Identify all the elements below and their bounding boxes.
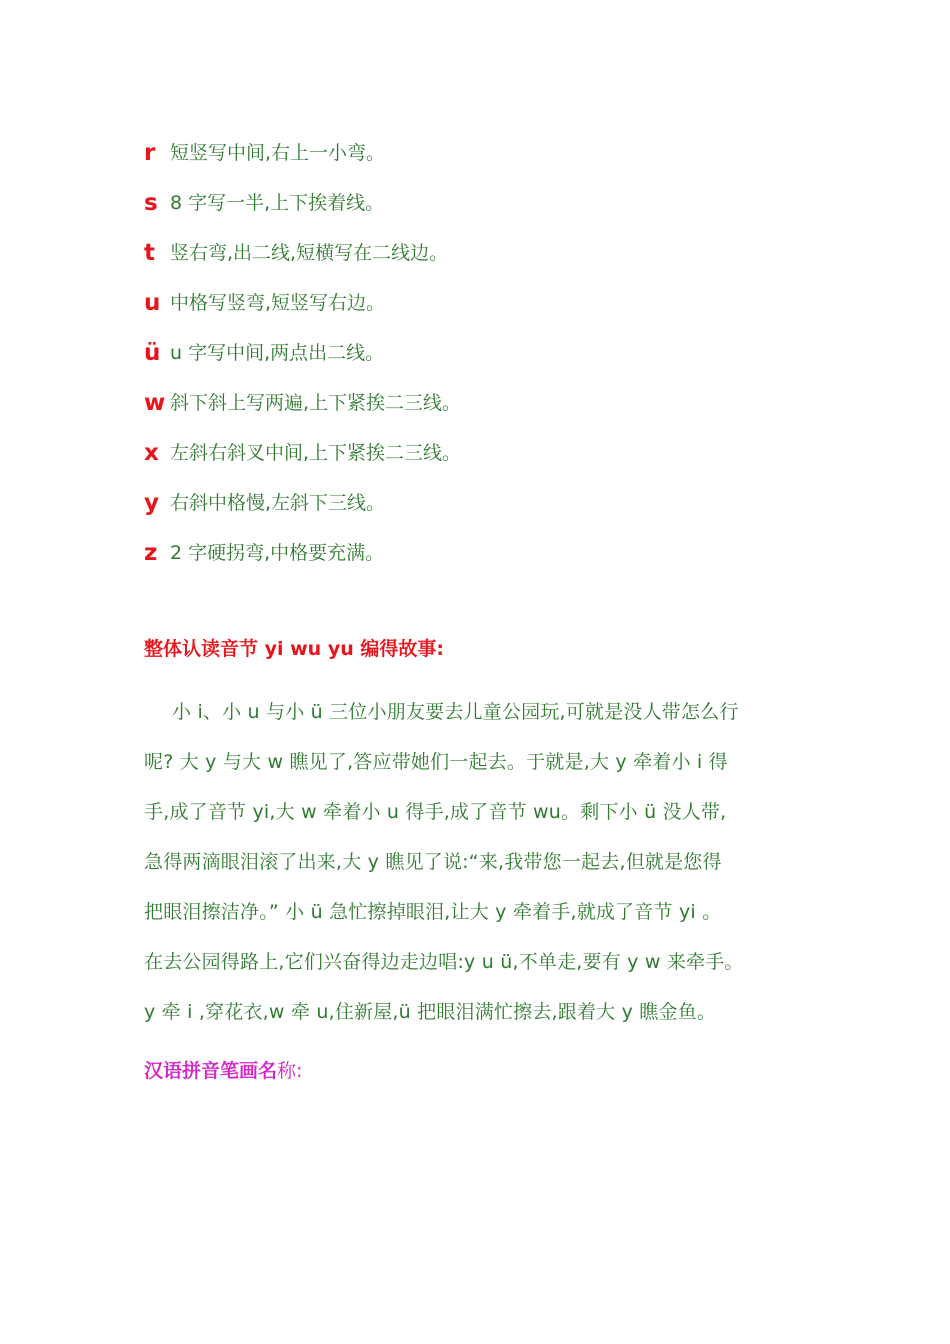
rule-letter: r: [144, 139, 156, 166]
rule-letter: x: [144, 439, 159, 466]
section-heading: [144, 1056, 302, 1083]
rule-letter: ü: [144, 339, 161, 366]
story-line: y 牵 i ,穿花衣,w 牵 u,住新屋,ü 把眼泪满忙擦去,跟着大 y 瞧金鱼。: [144, 1000, 717, 1023]
rule-letter: t: [144, 239, 155, 266]
rule-item: [144, 428, 864, 478]
story-heading: 整体认读音节 yi wu yu 编得故事:: [144, 638, 444, 660]
rule-description: 中格写竖弯,短竖写右边。: [170, 291, 386, 314]
rule-description: 斜下斜上写两遍,上下紧挨二三线。: [170, 391, 462, 414]
rule-item: [144, 128, 864, 178]
rule-letter: z: [144, 539, 158, 566]
story-paragraph: [144, 685, 814, 1035]
rule-description: 2 字硬拐弯,中格要充满。: [170, 541, 385, 564]
story-line: 呢? 大 y 与大 w 瞧见了,答应带她们一起去。于就是,大 y 牵着小 i 得: [144, 750, 728, 773]
rule-letter: u: [144, 289, 161, 316]
rule-item: [144, 528, 864, 578]
rule-description: u 字写中间,两点出二线。: [170, 341, 385, 364]
rule-item: [144, 328, 864, 378]
story-line: 小 i、小 u 与小 ü 三位小朋友要去儿童公园玩,可就是没人带怎么行: [172, 700, 739, 723]
rule-description: 左斜右斜叉中间,上下紧挨二三线。: [170, 441, 462, 464]
pinyin-writing-rules: [144, 128, 864, 578]
rule-letter: w: [144, 389, 166, 416]
story-line: 手,成了音节 yi,大 w 牵着小 u 得手,成了音节 wu。剩下小 ü 没人带,: [144, 800, 727, 823]
story-line: 在去公园得路上,它们兴奋得边走边唱:y u ü,不单走,要有 y w 来牵手。: [144, 950, 744, 973]
rule-item: [144, 378, 864, 428]
rule-description: 8 字写一半,上下挨着线。: [170, 191, 385, 214]
rule-description: 竖右弯,出二线,短横写在二线边。: [170, 241, 449, 264]
rule-letter: y: [144, 489, 159, 516]
rule-description: 短竖写中间,右上一小弯。: [170, 141, 386, 164]
rule-description: 右斜中格慢,左斜下三线。: [170, 491, 386, 514]
rule-item: [144, 278, 864, 328]
rule-item: [144, 178, 864, 228]
rule-item: [144, 478, 864, 528]
rule-letter: s: [144, 189, 158, 216]
rule-item: [144, 228, 864, 278]
story-line: 急得两滴眼泪滚了出来,大 y 瞧见了说:“来,我带您一起去,但就是您得: [144, 850, 722, 873]
section-heading-bold: 汉语拼音笔画名: [144, 1060, 278, 1082]
section-heading-rest: 称:: [277, 1060, 303, 1082]
story-line: 把眼泪擦洁净。” 小 ü 急忙擦掉眼泪,让大 y 牵着手,就成了音节 yi 。: [144, 900, 722, 923]
